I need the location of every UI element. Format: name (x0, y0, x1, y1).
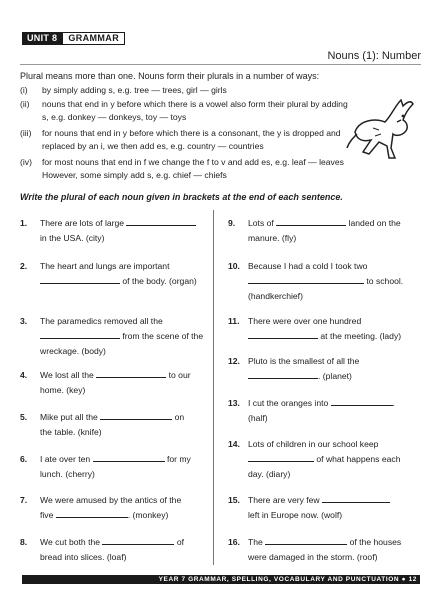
answer-blank[interactable] (331, 396, 393, 406)
question: 14. Lots of children in our school keep of what happens each day. (diary) (228, 439, 401, 479)
question-number: 3. (20, 316, 28, 326)
answer-blank[interactable] (248, 369, 318, 379)
answer-blank[interactable] (322, 493, 390, 503)
question-number: 2. (20, 261, 28, 271)
answer-blank[interactable] (248, 452, 314, 462)
rule-item (20, 84, 350, 97)
instruction: Write the plural of each noun given in brackets at the end of each sentence. (20, 192, 343, 202)
rule-text: by simply adding s, e.g. tree — trees, girl — girls (42, 85, 227, 95)
question: 7. We were amused by the antics of the five . (monkey) (20, 495, 182, 520)
question-number: 16. (228, 537, 240, 547)
rule-number: (i) (20, 85, 28, 95)
rule-item (20, 98, 350, 123)
answer-blank[interactable] (100, 410, 172, 420)
question-number: 15. (228, 495, 240, 505)
question: 10. Because I had a cold I took two to school. (handkerchief) (228, 261, 404, 301)
answer-blank[interactable] (248, 274, 364, 284)
answer-blank[interactable] (40, 274, 120, 284)
column-divider (213, 210, 214, 565)
rule-item (20, 156, 350, 181)
rule-item (20, 127, 350, 152)
question: 11. There were over one hundred at the meeting. (lady) (228, 316, 402, 341)
answer-blank[interactable] (265, 535, 347, 545)
question-number: 11. (228, 316, 240, 326)
question: 4. We lost all the to our home. (key) (20, 370, 191, 395)
question-number: 7. (20, 495, 28, 505)
question: 1. There are lots of large in the USA. (city) (20, 216, 205, 246)
question: 16. The of the houses were damaged in the storm. (roof) (228, 537, 402, 562)
answer-blank[interactable] (126, 216, 196, 226)
question-number: 13. (228, 398, 240, 408)
question-number: 1. (20, 218, 28, 228)
rule-text: nouns that end in y before which there is a vowel also form their plural by adding s, e.g. donkey — donkeys, toy — toys (42, 99, 348, 122)
question: 8. We cut both the of bread into slices. (loaf) (20, 537, 184, 562)
rule-number: (iii) (20, 128, 32, 138)
question-number: 4. (20, 370, 28, 380)
question-number: 5. (20, 412, 28, 422)
answer-blank[interactable] (56, 508, 128, 518)
answer-blank[interactable] (93, 452, 165, 462)
question: 15. There are very few left in Europe now. (wolf) (228, 493, 413, 523)
answer-blank[interactable] (276, 216, 346, 226)
question: 6. I ate over ten for my lunch. (cherry) (20, 454, 191, 479)
question: 9. Lots of landed on the manure. (fly) (228, 218, 401, 243)
topic-title: Nouns (1): Number (327, 50, 421, 62)
rule-number: (ii) (20, 99, 30, 109)
question-number: 14. (228, 439, 240, 449)
rule-text: for nouns that end in y before which there is a consonant, the y is dropped and replaced by an i, we then add es, e.g. country — countries (42, 128, 341, 151)
question-number: 12. (228, 356, 240, 366)
question: 13. I cut the oranges into . (half) (228, 398, 396, 423)
answer-blank[interactable] (248, 329, 318, 339)
question: 3. The paramedics removed all the from the scene of the wreckage. (body) (20, 316, 204, 356)
unit-header (22, 32, 148, 45)
question-number: 8. (20, 537, 28, 547)
header-divider (20, 64, 421, 65)
rule-number: (iv) (20, 157, 32, 167)
question: 2. The heart and lungs are important of the body. (organ) (20, 261, 197, 286)
rule-text: for most nouns that end in f we change the f to v and add es, e.g. leaf — leaves However, some simply add s, e.g. chief — chiefs (42, 157, 344, 180)
section-label: GRAMMAR (62, 32, 125, 45)
question: 12. Pluto is the smallest of all the . (planet) (228, 356, 360, 381)
answer-blank[interactable] (102, 535, 174, 545)
question-number: 9. (228, 218, 236, 228)
intro-text: Plural means more than one. Nouns form their plurals in a number of ways: (20, 71, 320, 81)
question-number: 10. (228, 261, 240, 271)
question: 5. Mike put all the on the table. (knife) (20, 412, 185, 437)
donkey-illustration (345, 92, 417, 164)
page-footer: YEAR 7 GRAMMAR, SPELLING, VOCABULARY AND PUNCTUATION ● 12 (22, 575, 420, 584)
unit-label: UNIT 8 (22, 32, 62, 45)
answer-blank[interactable] (96, 368, 166, 378)
question-number: 6. (20, 454, 28, 464)
answer-blank[interactable] (40, 329, 120, 339)
